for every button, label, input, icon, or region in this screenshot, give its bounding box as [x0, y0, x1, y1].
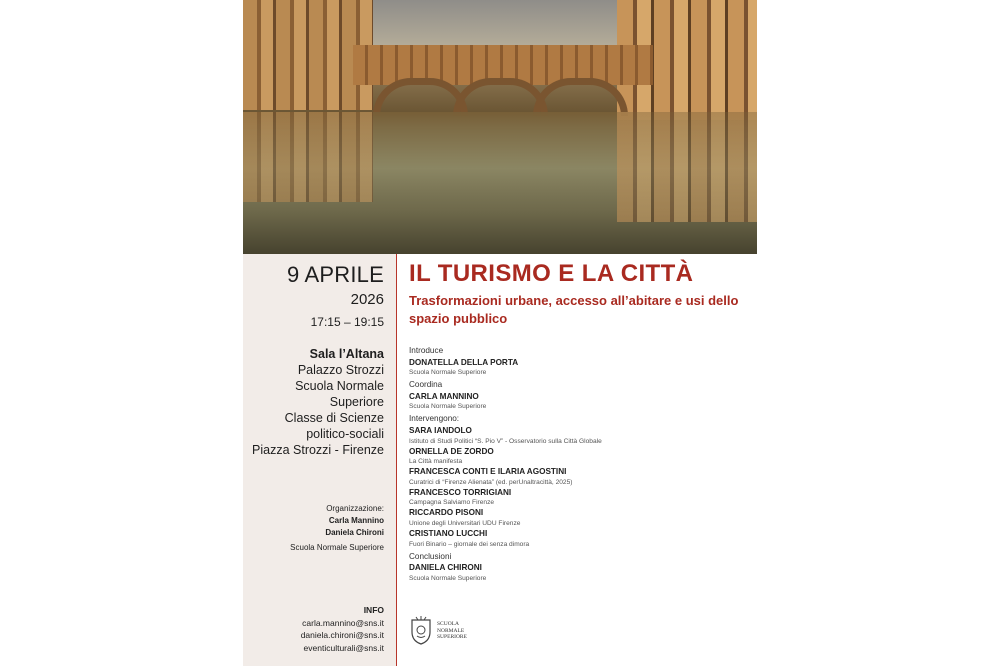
speaker-name: ORNELLA DE ZORDO	[409, 446, 494, 456]
speaker-name: DONATELLA DELLA PORTA	[409, 357, 519, 367]
speaker-name: RICCARDO PISONI	[409, 508, 484, 518]
program	[409, 346, 754, 583]
sns-logo	[409, 616, 467, 646]
venue-line: politico-sociali	[306, 427, 384, 441]
logo-line: NORMALE	[437, 627, 465, 634]
info-label: INFO	[363, 605, 384, 615]
event-date	[287, 262, 384, 329]
email-link[interactable]: daniela.chironi@sns.it	[300, 630, 384, 640]
role-label: Introduce	[409, 346, 444, 355]
logo-line: SCUOLA	[437, 621, 460, 628]
email-link[interactable]: eventiculturali@sns.it	[303, 642, 384, 653]
speaker-affiliation: Campagna Salviamo Firenze	[409, 499, 495, 507]
ponte-vecchio-photo	[243, 0, 757, 254]
date-year: 2026	[350, 291, 384, 308]
venue	[243, 346, 384, 458]
sns-crest-icon	[409, 616, 433, 646]
venue-line: Scuola Normale Superiore	[295, 379, 384, 409]
role-label: Coordina	[409, 380, 443, 390]
speaker-affiliation: Scuola Normale Superiore	[409, 403, 487, 411]
logo-line: SUPERIORE	[437, 634, 467, 641]
venue-line: Classe di Scienze	[284, 411, 384, 425]
speaker-affiliation: Istituto di Studi Politici “S. Pio V” - Osservatorio sulla Città Globale	[409, 437, 602, 445]
contact-info	[301, 604, 384, 654]
organizer-institution: Scuola Normale Superiore	[290, 543, 384, 552]
speaker-affiliation: Fuori Binario – giornale dei senza dimora	[409, 540, 530, 548]
event-poster	[243, 0, 757, 666]
speaker-affiliation: Unione degli Universitari UDU Firenze	[409, 519, 521, 527]
event-time: 17:15 – 19:15	[310, 315, 384, 329]
organizer-name: Carla Mannino	[328, 516, 384, 525]
role-label: Intervengono:	[409, 414, 460, 424]
event-subtitle: Trasformazioni urbane, accesso all’abitare e usi dello spazio pubblico	[409, 293, 739, 326]
info-panel	[243, 254, 397, 666]
speaker-name: SARA IANDOLO	[409, 425, 472, 435]
speaker-affiliation: Scuola Normale Superiore	[409, 369, 487, 377]
speaker-affiliation: Scuola Normale Superiore	[409, 574, 487, 582]
program-panel	[409, 254, 754, 666]
role-label: Conclusioni	[409, 551, 452, 561]
speaker-name: CARLA MANNINO	[409, 391, 479, 401]
organization	[290, 503, 384, 554]
logo-text	[437, 621, 467, 641]
speaker-affiliation: La Città manifesta	[409, 458, 463, 466]
date-day: 9 APRILE	[287, 262, 384, 287]
speaker-name: CRISTIANO LUCCHI	[409, 528, 488, 538]
organizer-name: Daniela Chironi	[325, 528, 384, 537]
venue-line: Palazzo Strozzi	[297, 363, 384, 377]
venue-hall: Sala l’Altana	[309, 347, 384, 361]
speaker-name: FRANCESCO TORRIGIANI	[409, 487, 512, 497]
speaker-name: DANIELA CHIRONI	[409, 563, 482, 573]
email-link[interactable]: carla.mannino@sns.it	[302, 617, 384, 628]
venue-line: Piazza Strozzi - Firenze	[252, 443, 384, 457]
speaker-affiliation: Curatrici di “Firenze Alienata” (ed. perUnaltracittà, 2025)	[409, 478, 573, 486]
event-title: IL TURISMO E LA CITTÀ	[409, 260, 694, 287]
organization-label: Organizzazione:	[326, 504, 384, 513]
speaker-name: FRANCESCA CONTI E ILARIA AGOSTINI	[409, 467, 567, 477]
